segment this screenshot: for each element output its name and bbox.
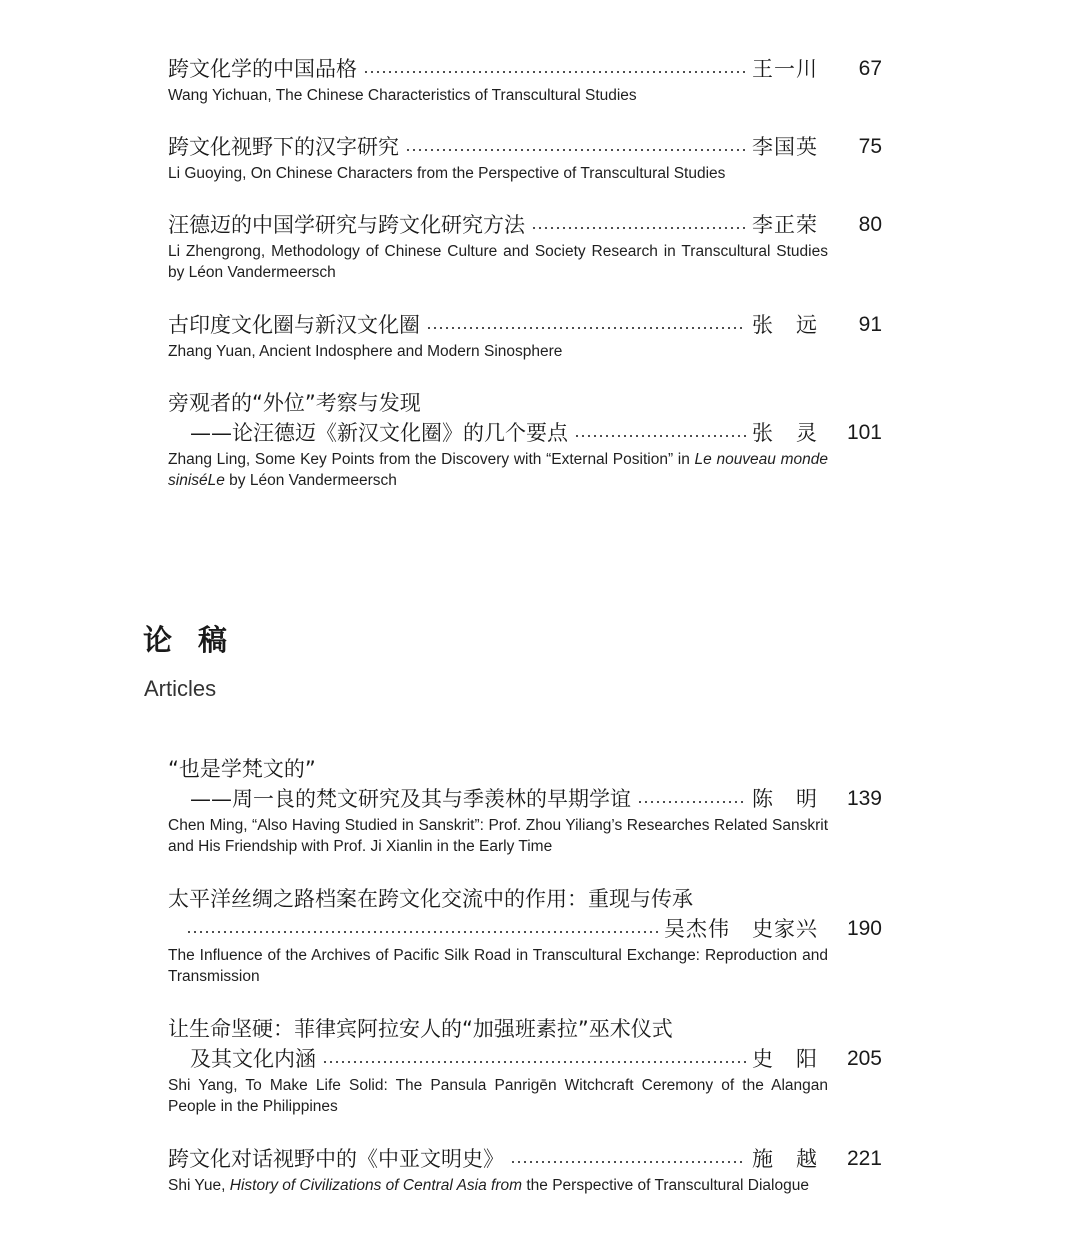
entry-title-en: Chen Ming, “Also Having Studied in Sanskrit”: Prof. Zhou Yiliang’s Researches Related Sanskrit and His Friendship with Prof. Ji Xianlin in the Early Time xyxy=(168,817,828,855)
entry-page-number: 101 xyxy=(846,421,882,444)
toc-entry xyxy=(168,54,882,106)
entry-title-en xyxy=(168,449,828,491)
toc-entry xyxy=(168,754,882,857)
entry-title-en: Wang Yichuan, The Chinese Characteristics of Transcultural Studies xyxy=(168,87,637,104)
entry-page-number: 190 xyxy=(846,917,882,940)
entry-title-en-part: the Perspective of Transcultural Dialogue xyxy=(522,1177,809,1194)
entry-title-en-part: Zhang Ling, Some Key Points from the Discovery with “External Position” in xyxy=(168,451,695,468)
entry-subtitle-zh: ——论汪德迈《新汉文化圈》的几个要点 xyxy=(190,421,568,445)
entry-subtitle-zh: 及其文化内涵 xyxy=(190,1047,316,1071)
dot-leader xyxy=(637,801,746,803)
toc-entry xyxy=(168,1144,882,1196)
dot-leader xyxy=(405,149,746,151)
entry-title-en-part: Shi Yue, xyxy=(168,1177,230,1194)
entry-title-zh: 让生命坚硬：菲律宾阿拉安人的“加强班素拉”巫术仪式 xyxy=(168,1017,673,1041)
entry-title-en: The Influence of the Archives of Pacific Silk Road in Transcultural Exchange: Reproduction and Transmission xyxy=(168,947,828,985)
entry-title-zh: 跨文化对话视野中的《中亚文明史》 xyxy=(168,1147,504,1171)
entry-title-zh: 跨文化视野下的汉字研究 xyxy=(168,135,399,159)
entry-page-number: 205 xyxy=(846,1047,882,1070)
dot-leader xyxy=(426,327,746,329)
entry-title-zh: 汪德迈的中国学研究与跨文化研究方法 xyxy=(168,213,525,237)
entry-title-zh: 旁观者的“外位”考察与发现 xyxy=(168,391,421,415)
entry-page-number: 80 xyxy=(858,213,882,236)
dot-leader xyxy=(363,71,746,73)
entry-title-en-part: by Léon Vandermeersch xyxy=(224,472,397,489)
dot-leader xyxy=(531,227,746,229)
section-title-zh: 论稿 xyxy=(143,623,254,657)
entry-title-en: Zhang Yuan, Ancient Indosphere and Modern Sinosphere xyxy=(168,343,563,360)
toc-entry xyxy=(168,884,882,987)
entry-author: 王一川 xyxy=(752,57,818,81)
entry-author: 史 阳 xyxy=(752,1047,818,1071)
entry-title-zh: “也是学梵文的” xyxy=(168,757,316,781)
entry-author: 陈 明 xyxy=(752,787,818,811)
entry-title-zh: 古印度文化圈与新汉文化圈 xyxy=(168,313,420,337)
entry-page-number: 67 xyxy=(858,57,882,80)
toc-entry xyxy=(168,388,882,491)
dot-leader xyxy=(322,1061,746,1063)
entry-author: 吴杰伟 史家兴 xyxy=(664,917,818,941)
entry-title-en-italic: History of Civilizations of Central Asia from xyxy=(229,1177,523,1194)
section-title-en: Articles xyxy=(144,676,217,701)
dot-leader xyxy=(510,1161,746,1163)
entry-page-number: 139 xyxy=(846,787,882,810)
entry-page-number: 91 xyxy=(858,313,882,336)
entry-page-number: 221 xyxy=(846,1147,882,1170)
entry-title-en xyxy=(168,1175,828,1196)
entry-author: 张 远 xyxy=(752,313,818,337)
dot-leader xyxy=(574,435,746,437)
entry-title-zh: 太平洋丝绸之路档案在跨文化交流中的作用：重现与传承 xyxy=(168,887,693,911)
entry-author: 施 越 xyxy=(752,1147,818,1171)
entry-title-en-italic: Le nouveau monde siniséLe xyxy=(168,451,828,489)
dot-leader xyxy=(186,931,658,933)
entry-author: 李正荣 xyxy=(752,213,818,237)
toc-entry xyxy=(168,1014,882,1117)
entry-page-number: 75 xyxy=(858,135,882,158)
toc-entry xyxy=(168,210,882,283)
entry-author: 李国英 xyxy=(752,135,818,159)
entry-title-en: Li Guoying, On Chinese Characters from the Perspective of Transcultural Studies xyxy=(168,165,726,182)
entry-title-zh: 跨文化学的中国品格 xyxy=(168,57,357,81)
entry-title-en: Shi Yang, To Make Life Solid: The Pansula Panrigēn Witchcraft Ceremony of the Alangan People in the Philippines xyxy=(168,1077,828,1115)
entry-subtitle-zh: ——周一良的梵文研究及其与季羡林的早期学谊 xyxy=(190,787,631,811)
entry-title-en: Li Zhengrong, Methodology of Chinese Culture and Society Research in Transcultural Studies by Léon Vandermeersch xyxy=(168,243,828,281)
entry-author: 张 灵 xyxy=(752,421,818,445)
toc-entry xyxy=(168,132,882,184)
toc-entry xyxy=(168,310,882,362)
